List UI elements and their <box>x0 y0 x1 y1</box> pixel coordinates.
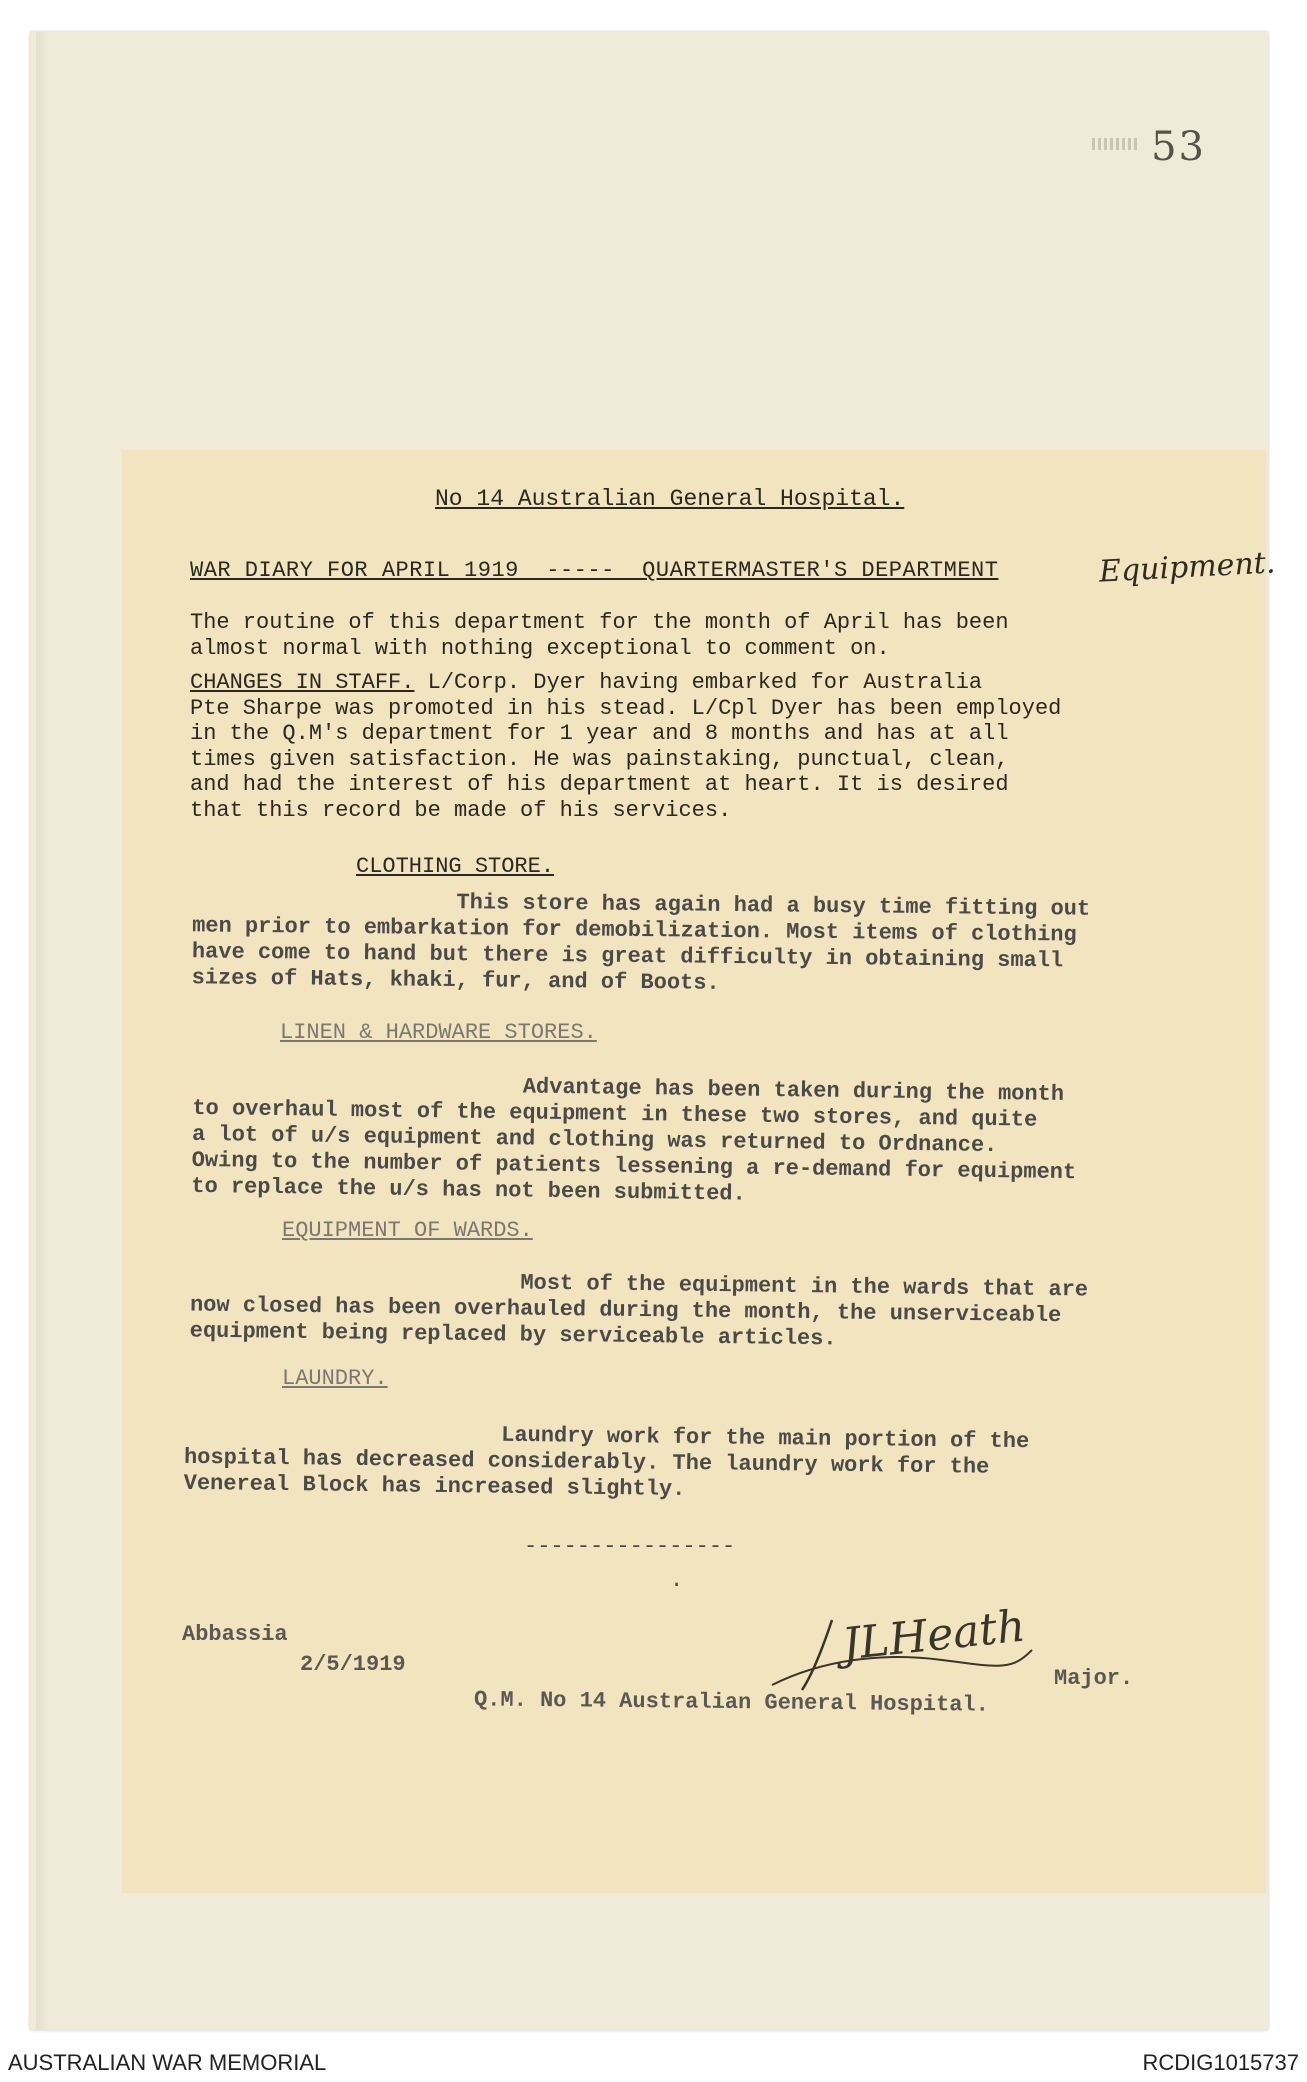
clothing-store-body: This store has again had a busy time fitting out men prior to embarkation for demobilization. Most items of clothing have come to hand but there is great difficulty in obtaining small sizes of Hats, khaki, fur, and of Boots. <box>191 887 1091 996</box>
wards-equipment-body: Most of the equipment in the wards that are now closed has been overhauled during the month, the unserviceable equipment being replaced by serviceable articles. <box>189 1266 1089 1352</box>
intro-paragraph: The routine of this department for the month of April has been almost normal with nothing exceptional to comment on. <box>190 610 1009 661</box>
signatory: Q.M. No 14 Australian General Hospital. <box>473 1687 990 1718</box>
staff-heading: CHANGES IN STAFF. <box>190 670 415 695</box>
staff-paragraph <box>190 670 1061 823</box>
staff-first-line: L/Corp. Dyer having embarked for Australia <box>414 670 983 695</box>
wards-equipment-heading: EQUIPMENT OF WARDS. <box>282 1218 533 1243</box>
date: 2/5/1919 <box>300 1652 406 1677</box>
divider: ---------------- <box>524 1534 736 1559</box>
linen-stores-body: Advantage has been taken during the month to overhaul most of the equipment in these two stores, and quite a lot of u/s equipment and clothing was returned to Ordnance. Owing to the number of patients lessening a re-demand for equipment to replace the u/s has not been submitted. <box>191 1069 1077 1207</box>
rank: Major. <box>1054 1666 1134 1691</box>
footer-record-id: RCDIG1015737 <box>1142 2050 1299 2075</box>
typed-document <box>122 450 1277 1893</box>
staff-body: Pte Sharpe was promoted in his stead. L/Cpl Dyer has been employed in the Q.M's department for 1 year and 8 months and has at all times given satisfaction. He was painstaking, punctual, clean, and had the interest of his department at heart. It is desired that this record be made of his services. <box>190 695 1062 823</box>
place: Abbassia <box>182 1622 288 1647</box>
linen-stores-heading: LINEN & HARDWARE STORES. <box>280 1020 597 1045</box>
footer-source: AUSTRALIAN WAR MEMORIAL <box>8 2050 327 2075</box>
page-number: 53 <box>1151 124 1206 170</box>
dot-mark: . <box>670 1568 684 1593</box>
diary-heading: WAR DIARY FOR APRIL 1919 ----- QUARTERMASTER'S DEPARTMENT <box>190 558 999 583</box>
archive-page <box>30 32 1277 2030</box>
signature: JLHeath <box>839 1600 1028 1671</box>
laundry-heading: LAUNDRY. <box>282 1366 388 1391</box>
laundry-body: Laundry work for the main portion of the hospital has decreased considerably. The laundry work for the Venereal Block has increased slightly. <box>183 1418 1030 1502</box>
archive-stamp <box>1092 138 1140 150</box>
handwritten-note: Equipment. <box>1098 545 1277 590</box>
document-title: No 14 Australian General Hospital. <box>435 486 905 512</box>
clothing-store-heading: CLOTHING STORE. <box>356 854 555 879</box>
